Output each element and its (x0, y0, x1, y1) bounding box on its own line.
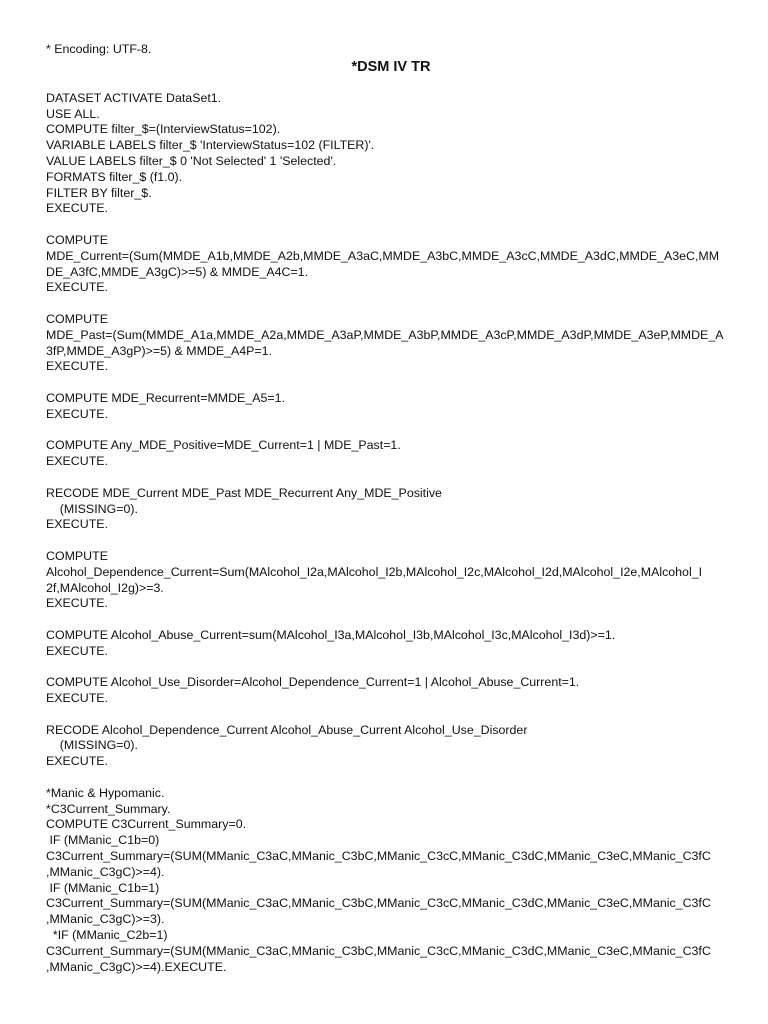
syntax-block (46, 486, 726, 533)
syntax-line: COMPUTE (46, 232, 108, 247)
syntax-line: (MISSING=0). (46, 501, 138, 516)
syntax-line: IF (MManic_C1b=1) (46, 880, 160, 895)
syntax-line: COMPUTE C3Current_Summary=0. (46, 817, 247, 832)
syntax-line: ,MManic_C3gC)>=4). (46, 864, 165, 879)
syntax-line: EXECUTE. (46, 643, 108, 658)
syntax-block (46, 723, 726, 770)
syntax-block (46, 391, 726, 423)
syntax-line: C3Current_Summary=(SUM(MManic_C3aC,MManic_C3bC,MManic_C3cC,MManic_C3dC,MManic_C3eC,MManic_C3fC (46, 943, 711, 958)
block-gap (46, 770, 726, 786)
syntax-line: COMPUTE Any_MDE_Positive=MDE_Current=1 | MDE_Past=1. (46, 438, 401, 453)
syntax-line: Alcohol_Dependence_Current=Sum(MAlcohol_I2a,MAlcohol_I2b,MAlcohol_I2c,MAlcohol_I2d,MAlcohol_I2e,MAlcohol_I (46, 564, 703, 579)
syntax-line: IF (MManic_C1b=0) (46, 833, 160, 848)
syntax-line: COMPUTE (46, 311, 108, 326)
syntax-line: COMPUTE filter_$=(InterviewStatus=102). (46, 122, 281, 137)
syntax-line: ,MManic_C3gC)>=3). (46, 912, 165, 927)
syntax-line: 2f,MAlcohol_I2g)>=3. (46, 580, 164, 595)
syntax-line: *IF (MManic_C2b=1) (46, 928, 168, 943)
syntax-line: USE ALL. (46, 106, 100, 121)
block-gap (46, 470, 726, 486)
syntax-line: EXECUTE. (46, 359, 108, 374)
block-gap (46, 612, 726, 628)
block-gap (46, 296, 726, 312)
syntax-line: (MISSING=0). (46, 738, 138, 753)
syntax-line: MDE_Current=(Sum(MMDE_A1b,MMDE_A2b,MMDE_A3aC,MMDE_A3bC,MMDE_A3cC,MMDE_A3dC,MMDE_A3eC,MM (46, 248, 720, 263)
syntax-line: FORMATS filter_$ (f1.0). (46, 169, 183, 184)
block-gap (46, 217, 726, 233)
syntax-line: *Manic & Hypomanic. (46, 785, 165, 800)
document-title: *DSM IV TR (351, 58, 431, 75)
syntax-line: COMPUTE MDE_Recurrent=MMDE_A5=1. (46, 390, 285, 405)
syntax-line: C3Current_Summary=(SUM(MManic_C3aC,MManic_C3bC,MManic_C3cC,MManic_C3dC,MManic_C3eC,MManic_C3fC (46, 849, 711, 864)
block-gap (46, 533, 726, 549)
syntax-line: EXECUTE. (46, 406, 108, 421)
syntax-line: VARIABLE LABELS filter_$ 'InterviewStatus=102 (FILTER)'. (46, 138, 375, 153)
syntax-line: EXECUTE. (46, 280, 108, 295)
syntax-block (46, 549, 726, 612)
syntax-line: 3fP,MMDE_A3gP)>=5) & MMDE_A4P=1. (46, 343, 273, 358)
syntax-block (46, 438, 726, 470)
syntax-line: COMPUTE Alcohol_Abuse_Current=sum(MAlcohol_I3a,MAlcohol_I3b,MAlcohol_I3c,MAlcohol_I3d)>=1. (46, 627, 616, 642)
syntax-line: DATASET ACTIVATE DataSet1. (46, 90, 222, 105)
syntax-line: C3Current_Summary=(SUM(MManic_C3aC,MManic_C3bC,MManic_C3cC,MManic_C3dC,MManic_C3eC,MManic_C3fC (46, 896, 711, 911)
syntax-blocks (46, 91, 726, 976)
syntax-document (46, 42, 726, 975)
block-gap (46, 375, 726, 391)
syntax-line: ,MManic_C3gC)>=4).EXECUTE. (46, 959, 227, 974)
syntax-line: COMPUTE Alcohol_Use_Disorder=Alcohol_Dependence_Current=1 | Alcohol_Abuse_Current=1. (46, 675, 580, 690)
syntax-line: RECODE Alcohol_Dependence_Current Alcohol_Abuse_Current Alcohol_Use_Disorder (46, 722, 528, 737)
encoding-line: * Encoding: UTF-8. (46, 42, 152, 56)
block-gap (46, 707, 726, 723)
syntax-line: VALUE LABELS filter_$ 0 'Not Selected' 1 'Selected'. (46, 153, 337, 168)
syntax-line: EXECUTE. (46, 754, 108, 769)
syntax-block (46, 786, 726, 976)
syntax-line: EXECUTE. (46, 691, 108, 706)
syntax-line: EXECUTE. (46, 201, 108, 216)
syntax-block (46, 312, 726, 375)
syntax-line: *C3Current_Summary. (46, 801, 171, 816)
syntax-line: EXECUTE. (46, 596, 108, 611)
block-gap (46, 659, 726, 675)
syntax-line: EXECUTE. (46, 454, 108, 469)
syntax-block (46, 233, 726, 296)
syntax-block (46, 91, 726, 217)
syntax-line: RECODE MDE_Current MDE_Past MDE_Recurrent Any_MDE_Positive (46, 485, 442, 500)
syntax-block (46, 628, 726, 660)
syntax-block (46, 675, 726, 707)
syntax-line: MDE_Past=(Sum(MMDE_A1a,MMDE_A2a,MMDE_A3aP,MMDE_A3bP,MMDE_A3cP,MMDE_A3dP,MMDE_A3eP,MMDE_A (46, 327, 724, 342)
syntax-line: DE_A3fC,MMDE_A3gC)>=5) & MMDE_A4C=1. (46, 264, 309, 279)
syntax-line: FILTER BY filter_$. (46, 185, 152, 200)
syntax-line: EXECUTE. (46, 517, 108, 532)
syntax-line: COMPUTE (46, 548, 108, 563)
block-gap (46, 423, 726, 439)
